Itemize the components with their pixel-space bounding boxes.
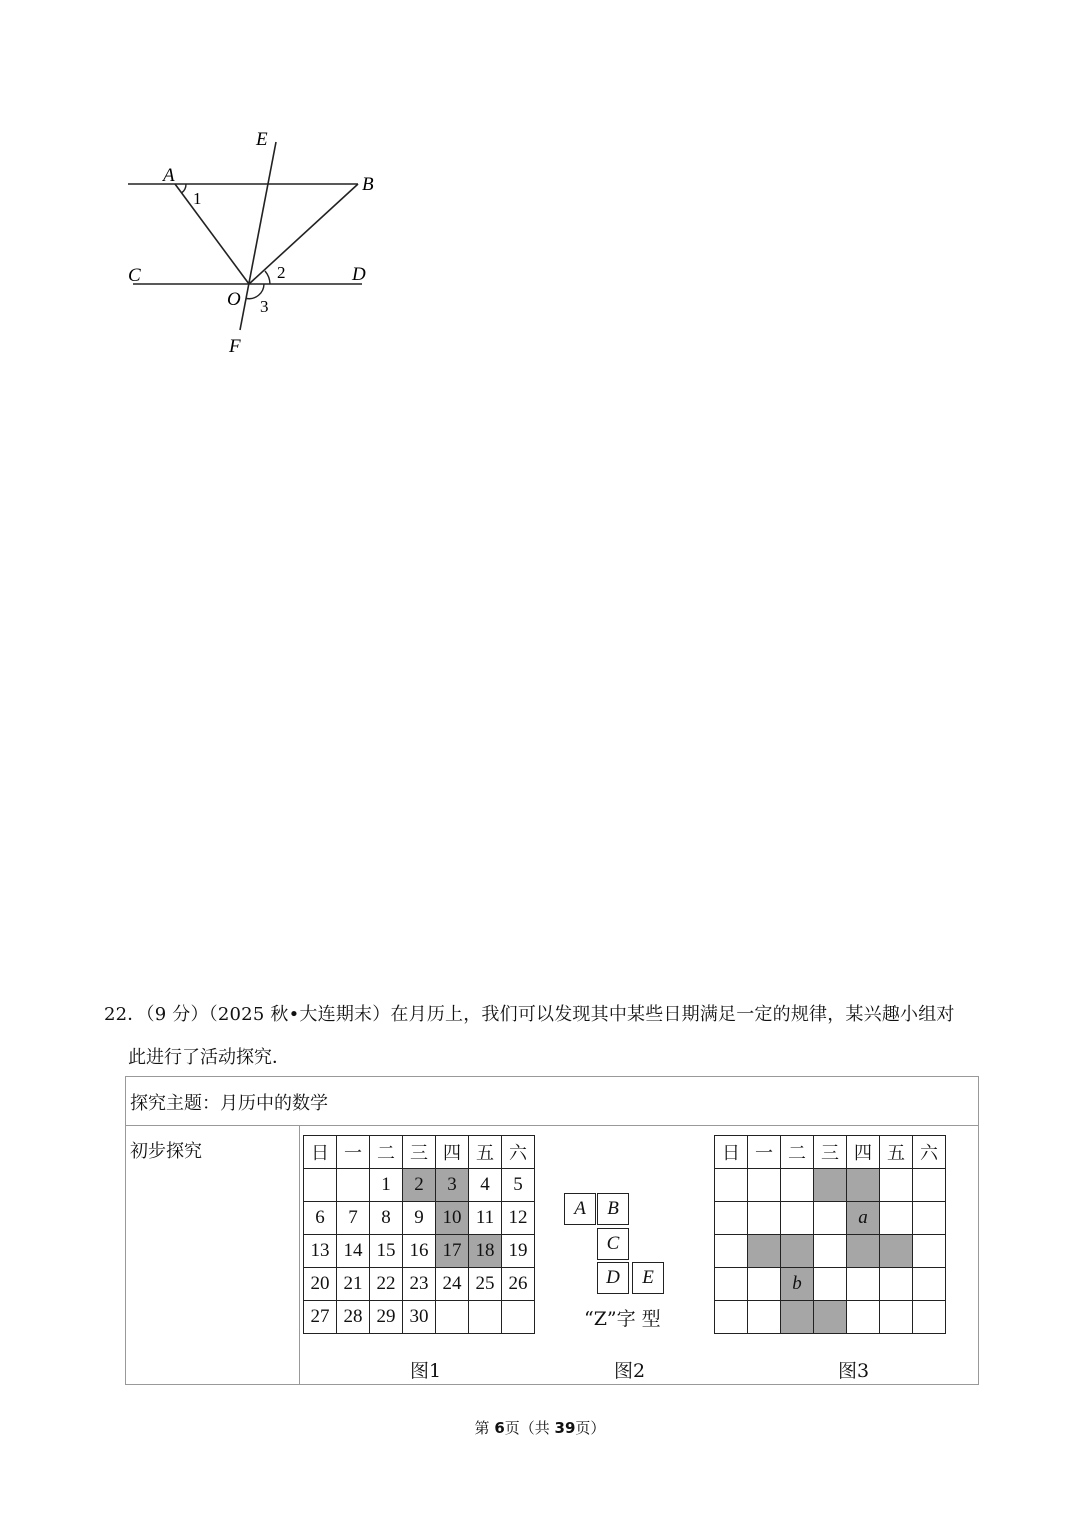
calendar-day-cell: 14	[337, 1235, 370, 1268]
z-shape-cell-b: B	[597, 1193, 629, 1225]
calendar-week-row	[715, 1169, 946, 1202]
theme-cell: 探究主题：月历中的数学	[130, 1093, 328, 1114]
angle-2-arc	[265, 271, 270, 284]
calendar-cell-shaded	[814, 1301, 847, 1334]
weekday-header: 一	[337, 1136, 370, 1169]
calendar-cell	[814, 1235, 847, 1268]
label-a: A	[163, 165, 175, 186]
footer-suffix: 页）	[575, 1419, 606, 1437]
calendar-week-row	[304, 1235, 535, 1268]
problem-statement-line1: 22．（9 分）（2025 秋•大连期末）在月历上，我们可以发现其中某些日期满足一定的规律，某兴趣小组对	[104, 1004, 955, 1025]
calendar-cell	[880, 1202, 913, 1235]
calendar-day-cell: 29	[370, 1301, 403, 1334]
label-f: F	[229, 336, 241, 357]
calendar-cell	[913, 1268, 946, 1301]
calendar-day-cell-shaded: 2	[403, 1169, 436, 1202]
calendar-day-cell: 15	[370, 1235, 403, 1268]
footer-page-number: 6	[494, 1419, 505, 1437]
calendar-day-cell: 25	[469, 1268, 502, 1301]
calendar-cell-shaded	[847, 1169, 880, 1202]
calendar-cell-shaded	[814, 1169, 847, 1202]
calendar-cell	[880, 1301, 913, 1334]
calendar-day-cell: 21	[337, 1268, 370, 1301]
calendar-cell	[913, 1301, 946, 1334]
table-divider-horizontal	[126, 1125, 978, 1126]
label-angle-3: 3	[260, 297, 269, 316]
calendar-day-cell: 9	[403, 1202, 436, 1235]
weekday-header: 二	[781, 1136, 814, 1169]
calendar-header-row	[304, 1136, 535, 1169]
figure-3-caption: 图3	[838, 1360, 870, 1382]
calendar-day-cell	[304, 1169, 337, 1202]
label-angle-2: 2	[277, 263, 286, 282]
calendar-week-row	[304, 1268, 535, 1301]
weekday-header: 四	[436, 1136, 469, 1169]
calendar-cell	[880, 1169, 913, 1202]
calendar-day-cell: 8	[370, 1202, 403, 1235]
calendar-week-row	[715, 1301, 946, 1334]
geometry-figure	[0, 0, 420, 370]
calendar-cell-shaded	[781, 1301, 814, 1334]
calendar-day-cell: 16	[403, 1235, 436, 1268]
calendar-day-cell	[436, 1301, 469, 1334]
label-d: D	[352, 264, 366, 285]
calendar-cell	[781, 1169, 814, 1202]
calendar-cell	[748, 1202, 781, 1235]
calendar-day-cell	[337, 1169, 370, 1202]
calendar-cell	[715, 1202, 748, 1235]
calendar-day-cell: 30	[403, 1301, 436, 1334]
calendar-week-row	[715, 1268, 946, 1301]
label-e: E	[256, 129, 268, 150]
calendar-cell	[715, 1169, 748, 1202]
calendar-day-cell: 28	[337, 1301, 370, 1334]
weekday-header: 三	[403, 1136, 436, 1169]
calendar-cell-shaded	[781, 1235, 814, 1268]
z-shape-cell-d: D	[597, 1262, 629, 1294]
calendar-cell	[715, 1301, 748, 1334]
calendar-day-cell: 24	[436, 1268, 469, 1301]
label-b: B	[362, 174, 374, 195]
calendar-cell	[814, 1202, 847, 1235]
z-shape-cell-e: E	[632, 1262, 664, 1294]
footer-prefix: 第	[474, 1419, 495, 1437]
calendar-day-cell: 19	[502, 1235, 535, 1268]
page-footer	[0, 1417, 1080, 1438]
weekday-header: 六	[502, 1136, 535, 1169]
calendar-day-cell	[502, 1301, 535, 1334]
calendar-week-row	[304, 1301, 535, 1334]
calendar-day-cell: 23	[403, 1268, 436, 1301]
calendar-day-cell: 7	[337, 1202, 370, 1235]
calendar-day-cell	[469, 1301, 502, 1334]
weekday-header: 日	[304, 1136, 337, 1169]
calendar-week-row	[715, 1235, 946, 1268]
weekday-header: 三	[814, 1136, 847, 1169]
calendar-day-cell: 1	[370, 1169, 403, 1202]
weekday-header: 四	[847, 1136, 880, 1169]
calendar-day-cell: 20	[304, 1268, 337, 1301]
weekday-header: 一	[748, 1136, 781, 1169]
calendar-day-cell-shaded: 3	[436, 1169, 469, 1202]
weekday-header: 二	[370, 1136, 403, 1169]
weekday-header: 六	[913, 1136, 946, 1169]
segment-ao	[175, 184, 249, 284]
calendar-cell	[913, 1169, 946, 1202]
calendar-cell	[847, 1301, 880, 1334]
angle-1-arc	[182, 184, 187, 193]
calendar-day-cell-shaded: 17	[436, 1235, 469, 1268]
weekday-header: 五	[469, 1136, 502, 1169]
footer-middle: 页（共	[504, 1419, 555, 1437]
calendar-cell	[814, 1268, 847, 1301]
calendar-day-cell: 22	[370, 1268, 403, 1301]
calendar-cell	[748, 1301, 781, 1334]
calendar-cell	[748, 1169, 781, 1202]
calendar-day-cell: 4	[469, 1169, 502, 1202]
calendar-cell	[715, 1268, 748, 1301]
label-c: C	[128, 265, 141, 286]
calendar-cell-shaded	[880, 1235, 913, 1268]
footer-total-pages: 39	[554, 1419, 576, 1437]
calendar-header-row	[715, 1136, 946, 1169]
calendar-day-cell-shaded: 18	[469, 1235, 502, 1268]
calendar-cell-shaded	[748, 1235, 781, 1268]
calendar-cell	[913, 1235, 946, 1268]
calendar-day-cell: 11	[469, 1202, 502, 1235]
figure-2-caption: 图2	[614, 1360, 646, 1382]
table-divider-vertical	[299, 1125, 300, 1385]
calendar-cell-shaded	[847, 1235, 880, 1268]
calendar-cell-a: a	[847, 1202, 880, 1235]
calendar-cell	[748, 1268, 781, 1301]
calendar-day-cell: 5	[502, 1169, 535, 1202]
calendar-cell	[847, 1268, 880, 1301]
z-shape-caption: “Z”字 型	[584, 1308, 661, 1330]
calendar-cell	[715, 1235, 748, 1268]
calendar-figure-3	[714, 1135, 946, 1334]
calendar-cell	[880, 1268, 913, 1301]
weekday-header: 五	[880, 1136, 913, 1169]
problem-statement-line2: 此进行了活动探究．	[128, 1047, 290, 1068]
calendar-cell	[781, 1202, 814, 1235]
calendar-week-row	[304, 1202, 535, 1235]
label-angle-1: 1	[193, 189, 202, 208]
label-o: O	[227, 289, 241, 310]
line-ef	[240, 142, 276, 330]
figure-1-caption: 图1	[410, 1360, 442, 1382]
calendar-week-row	[715, 1202, 946, 1235]
calendar-day-cell: 13	[304, 1235, 337, 1268]
calendar-day-cell: 6	[304, 1202, 337, 1235]
calendar-cell-b: b	[781, 1268, 814, 1301]
weekday-header: 日	[715, 1136, 748, 1169]
calendar-day-cell: 12	[502, 1202, 535, 1235]
calendar-cell	[913, 1202, 946, 1235]
z-shape-cell-c: C	[597, 1228, 629, 1260]
z-shape-cell-a: A	[564, 1193, 596, 1225]
calendar-day-cell: 27	[304, 1301, 337, 1334]
calendar-figure-1	[303, 1135, 535, 1334]
calendar-day-cell-shaded: 10	[436, 1202, 469, 1235]
initial-exploration-label: 初步探究	[130, 1141, 202, 1162]
calendar-day-cell: 26	[502, 1268, 535, 1301]
calendar-week-row	[304, 1169, 535, 1202]
